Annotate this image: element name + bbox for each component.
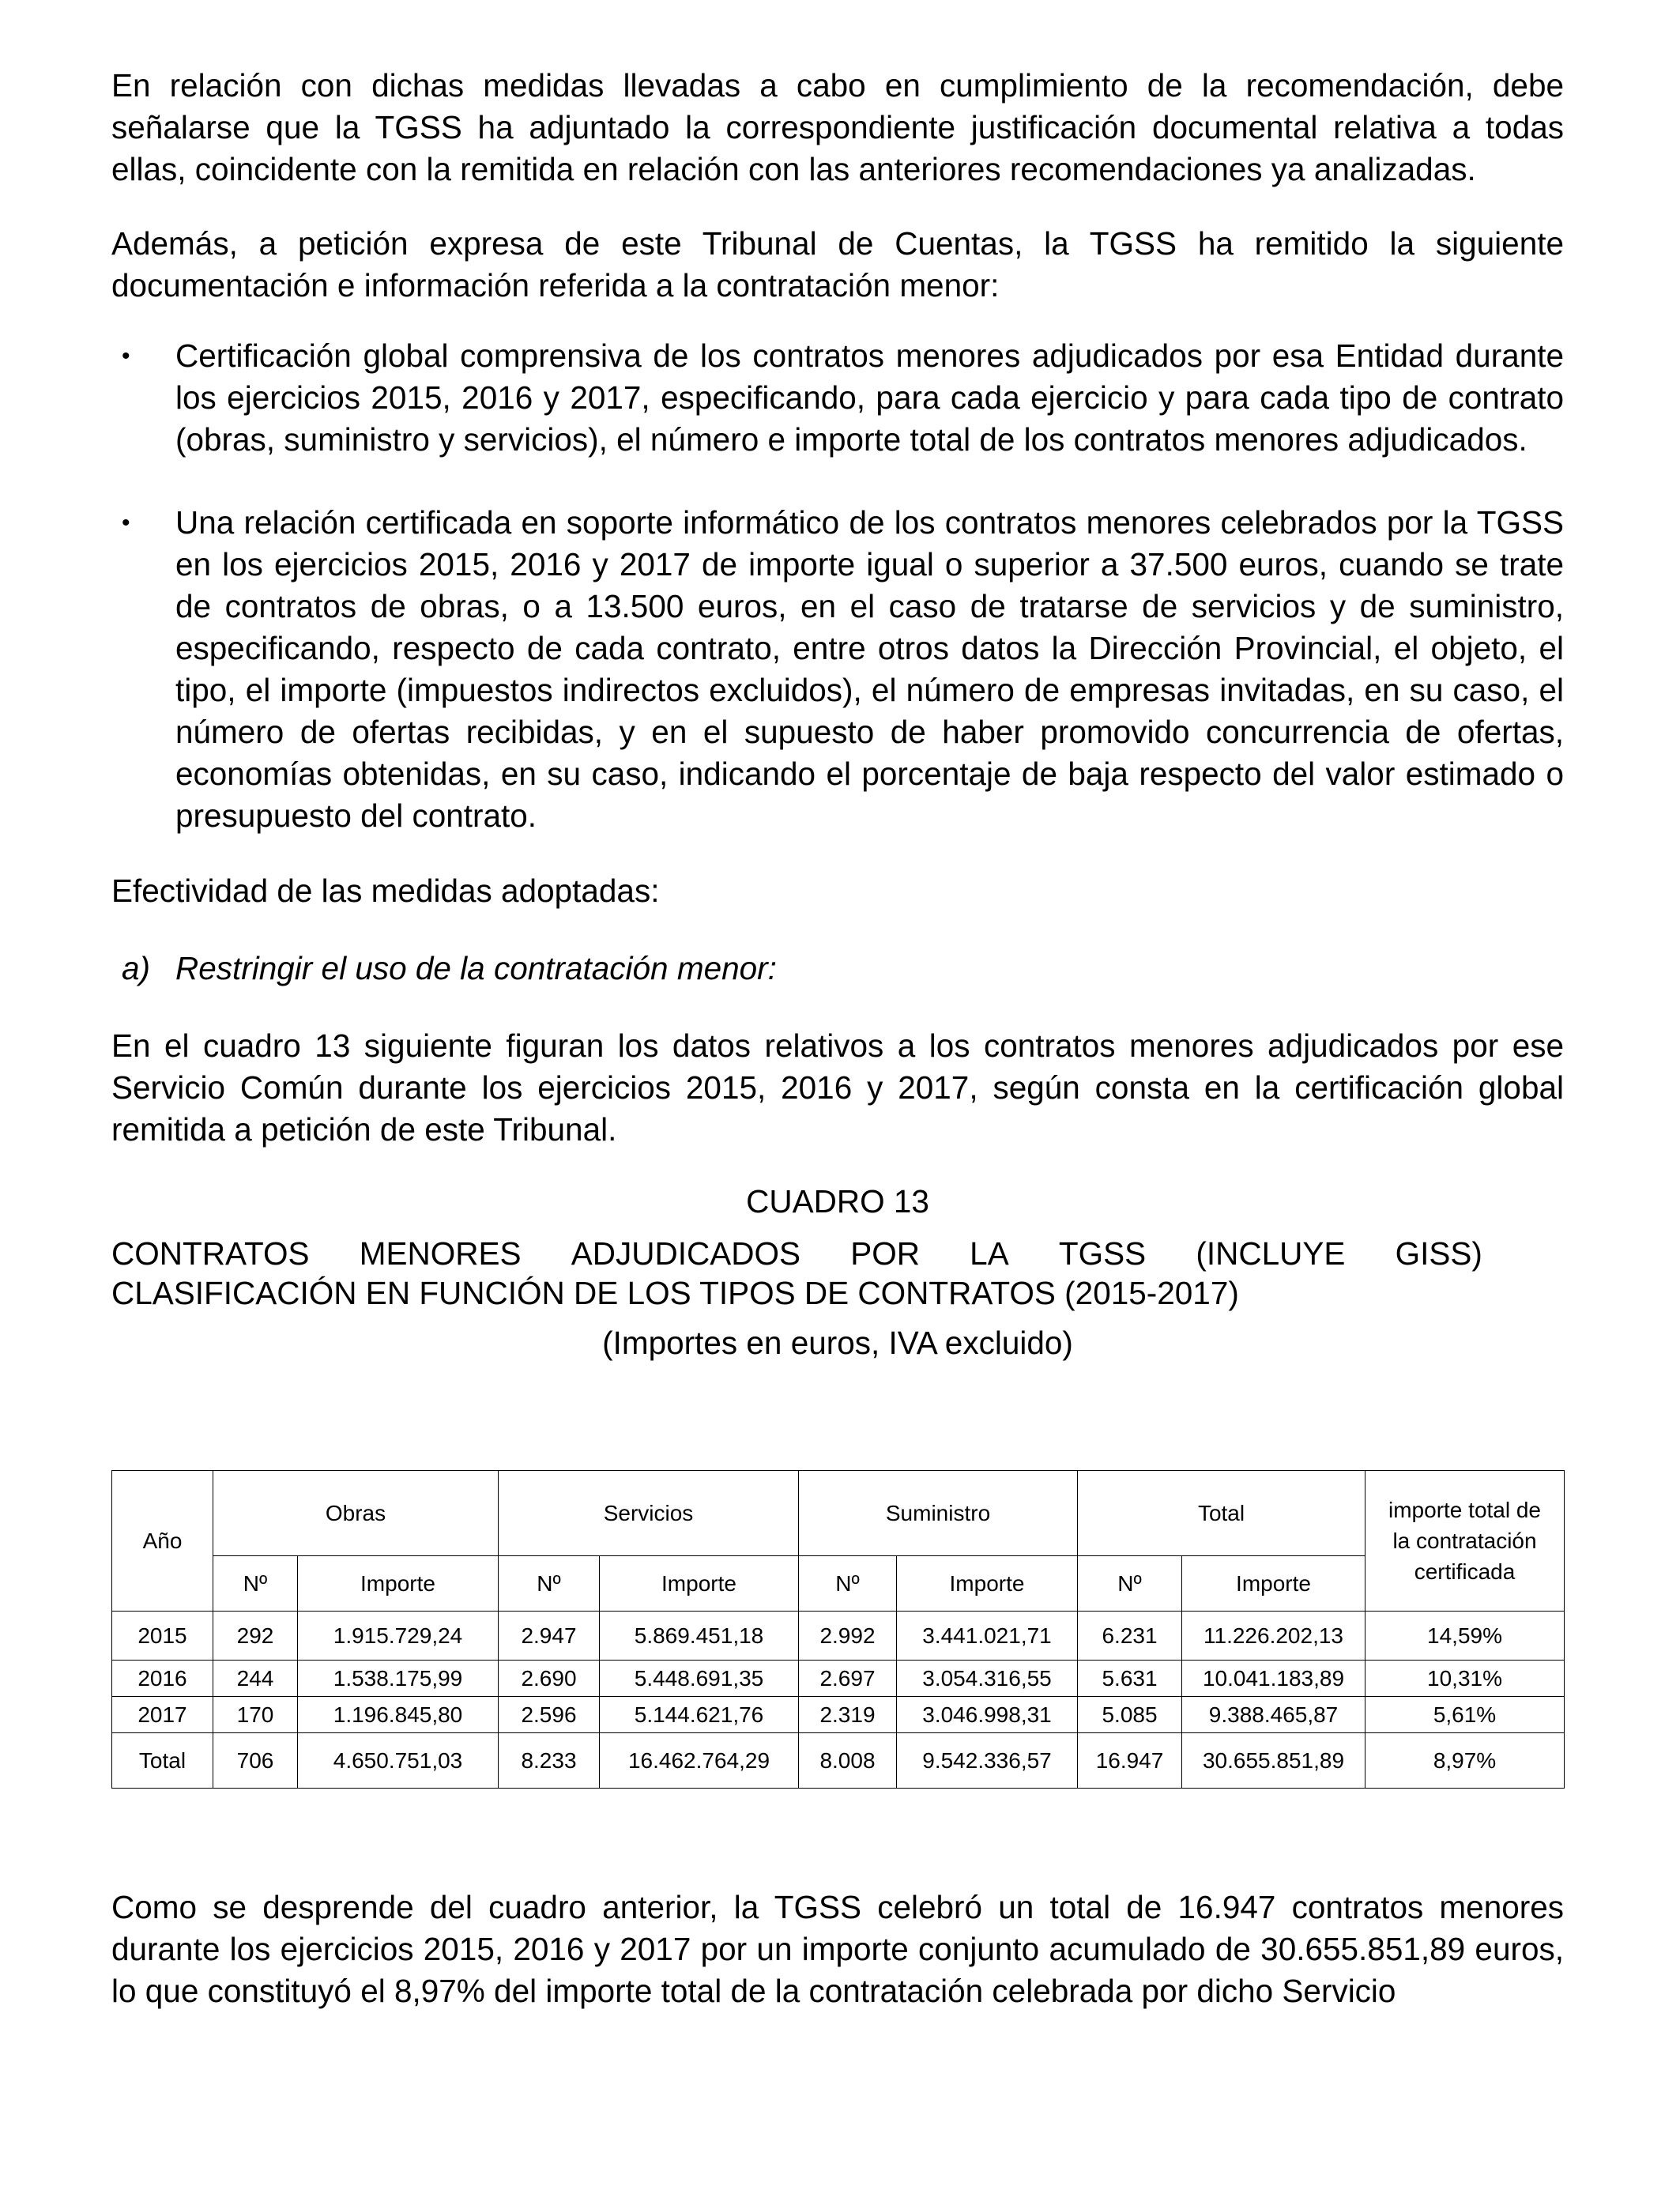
table-cell: 3.441.021,71 [897,1612,1078,1661]
table-number: CUADRO 13 [746,1183,929,1220]
list-item [111,502,1564,837]
table-cell: 170 [213,1697,298,1733]
header-importe: Importe [600,1556,799,1612]
table-cell: 1.915.729,24 [298,1612,499,1661]
table-cell: Total [112,1733,213,1789]
header-year: Año [112,1471,213,1612]
documentation-list [111,335,1564,837]
header-importe: Importe [1182,1556,1365,1612]
table-cell: 5,61% [1365,1697,1565,1733]
table-cell: 2016 [112,1661,213,1697]
table-title-word: (INCLUYE [1196,1235,1346,1272]
table-row [112,1733,1565,1789]
table-title-line2: CLASIFICACIÓN EN FUNCIÓN DE LOS TIPOS DE CONTRATOS (2015-2017) [111,1275,1239,1311]
table-title-word: POR [850,1235,920,1272]
table-cell: 30.655.851,89 [1182,1733,1365,1789]
subsection-heading [111,948,1564,990]
paragraph-conclusion: Como se desprende del cuadro anterior, la TGSS celebró un total de 16.947 contratos menores durante los ejercicios 2015, 2016 y 2017 por un importe conjunto acumulado de 30.655.851,89 euros, lo que constituyó el 8,97% del importe total de la contratación celebrada por dicho Servicio [111,1889,1564,2009]
table-cell: 6.231 [1078,1612,1182,1661]
table-cell: 4.650.751,03 [298,1733,499,1789]
table-cell: 244 [213,1661,298,1697]
paragraph-efectividad: Efectividad de las medidas adoptadas: [111,873,660,909]
table-cell: 9.542.336,57 [897,1733,1078,1789]
table-body [112,1612,1565,1789]
list-item [111,335,1564,461]
bullet-text: Una relación certificada en soporte informático de los contratos menores celebrados por la TGSS en los ejercicios 2015, 2016 y 2017 de importe igual o superior a 37.500 euros, cuando se trate de contratos de obras, o a 13.500 euros, en el caso de tratarse de servicios y de suministro, especificando, respecto de cada contrato, entre otros datos la Dirección Provincial, el objeto, el tipo, el importe (impuestos indirectos excluidos), el número de empresas invitadas, en su caso, el número de ofertas recibidas, y en el supuesto de haber promovido concurrencia de ofertas, economías obtenidas, en su caso, indicando el porcentaje de baja respecto del valor estimado o presupuesto del contrato. [175,504,1564,834]
paragraph-peticion: Además, a petición expresa de este Tribunal de Cuentas, la TGSS ha remitido la siguiente documentación e información referida a la contratación menor: [111,225,1564,303]
bullet-icon: • [122,510,130,536]
table-cell: 5.869.451,18 [600,1612,799,1661]
table-cell: 2017 [112,1697,213,1733]
table-cell: 10,31% [1365,1661,1565,1697]
table-cell: 8.008 [799,1733,897,1789]
table-cell: 1.538.175,99 [298,1661,499,1697]
subsection-label: a) [122,950,151,986]
table-cell: 5.631 [1078,1661,1182,1697]
header-n: Nº [799,1556,897,1612]
table-title-word: GISS) [1395,1235,1482,1272]
table-cell: 2.992 [799,1612,897,1661]
table-cell: 16.947 [1078,1733,1182,1789]
table-cell: 3.054.316,55 [897,1661,1078,1697]
bullet-icon: • [122,343,130,369]
header-suministro: Suministro [799,1471,1078,1556]
table-cell: 292 [213,1612,298,1661]
header-n: Nº [499,1556,600,1612]
table-cell: 9.388.465,87 [1182,1697,1365,1733]
table-cell: 5.448.691,35 [600,1661,799,1697]
table-cell: 16.462.764,29 [600,1733,799,1789]
table-cell: 8,97% [1365,1733,1565,1789]
table-cell: 5.085 [1078,1697,1182,1733]
table-title-word: TGSS [1058,1235,1147,1272]
table-cell: 2.319 [799,1697,897,1733]
table-title-word: LA [970,1235,1009,1272]
table-row [112,1697,1565,1733]
table-cell: 2.596 [499,1697,600,1733]
subsection-text: Restringir el uso de la contratación menor: [175,950,777,986]
table-cell: 1.196.845,80 [298,1697,499,1733]
header-pct: importe total de la contratación certificada [1365,1471,1565,1612]
table-cell: 706 [213,1733,298,1789]
table-units: (Importes en euros, IVA excluido) [602,1325,1073,1361]
header-obras: Obras [213,1471,499,1556]
header-importe: Importe [298,1556,499,1612]
table-title [111,1234,1564,1313]
table-cell: 2.690 [499,1661,600,1697]
table-title-line1 [111,1234,1482,1273]
table-row [112,1661,1565,1697]
table-title-word: CONTRATOS [111,1235,310,1272]
table-cell: 2.697 [799,1661,897,1697]
table-cell: 2015 [112,1612,213,1661]
contracts-table [111,1470,1565,1789]
document-page [111,65,1564,2009]
header-n: Nº [213,1556,298,1612]
table-cell: 2.947 [499,1612,600,1661]
header-servicios: Servicios [499,1471,799,1556]
header-importe: Importe [897,1556,1078,1612]
table-row [112,1612,1565,1661]
paragraph-cuadro-intro: En el cuadro 13 siguiente figuran los datos relativos a los contratos menores adjudicados por ese Servicio Común durante los ejercicios 2015, 2016 y 2017, según consta en la certificación global remitida a petición de este Tribunal. [111,1027,1564,1148]
table-cell: 8.233 [499,1733,600,1789]
table-cell: 10.041.183,89 [1182,1661,1365,1697]
table-cell: 3.046.998,31 [897,1697,1078,1733]
table-cell: 14,59% [1365,1612,1565,1661]
bullet-text: Certificación global comprensiva de los contratos menores adjudicados por esa Entidad durante los ejercicios 2015, 2016 y 2017, especificando, para cada ejercicio y para cada tipo de contrato (obras, suministro y servicios), el número e importe total de los contratos menores adjudicados. [175,337,1564,458]
table-cell: 5.144.621,76 [600,1697,799,1733]
header-total: Total [1078,1471,1365,1556]
table-cell: 11.226.202,13 [1182,1612,1365,1661]
paragraph-justificacion: En relación con dichas medidas llevadas a cabo en cumplimiento de la recomendación, debe señalarse que la TGSS ha adjuntado la correspondiente justificación documental relativa a todas ellas, coincidente con la remitida en relación con las anteriores recomendaciones ya analizadas. [111,67,1564,187]
header-n: Nº [1078,1556,1182,1612]
table-title-word: MENORES [359,1235,522,1272]
table-title-word: ADJUDICADOS [571,1235,800,1272]
